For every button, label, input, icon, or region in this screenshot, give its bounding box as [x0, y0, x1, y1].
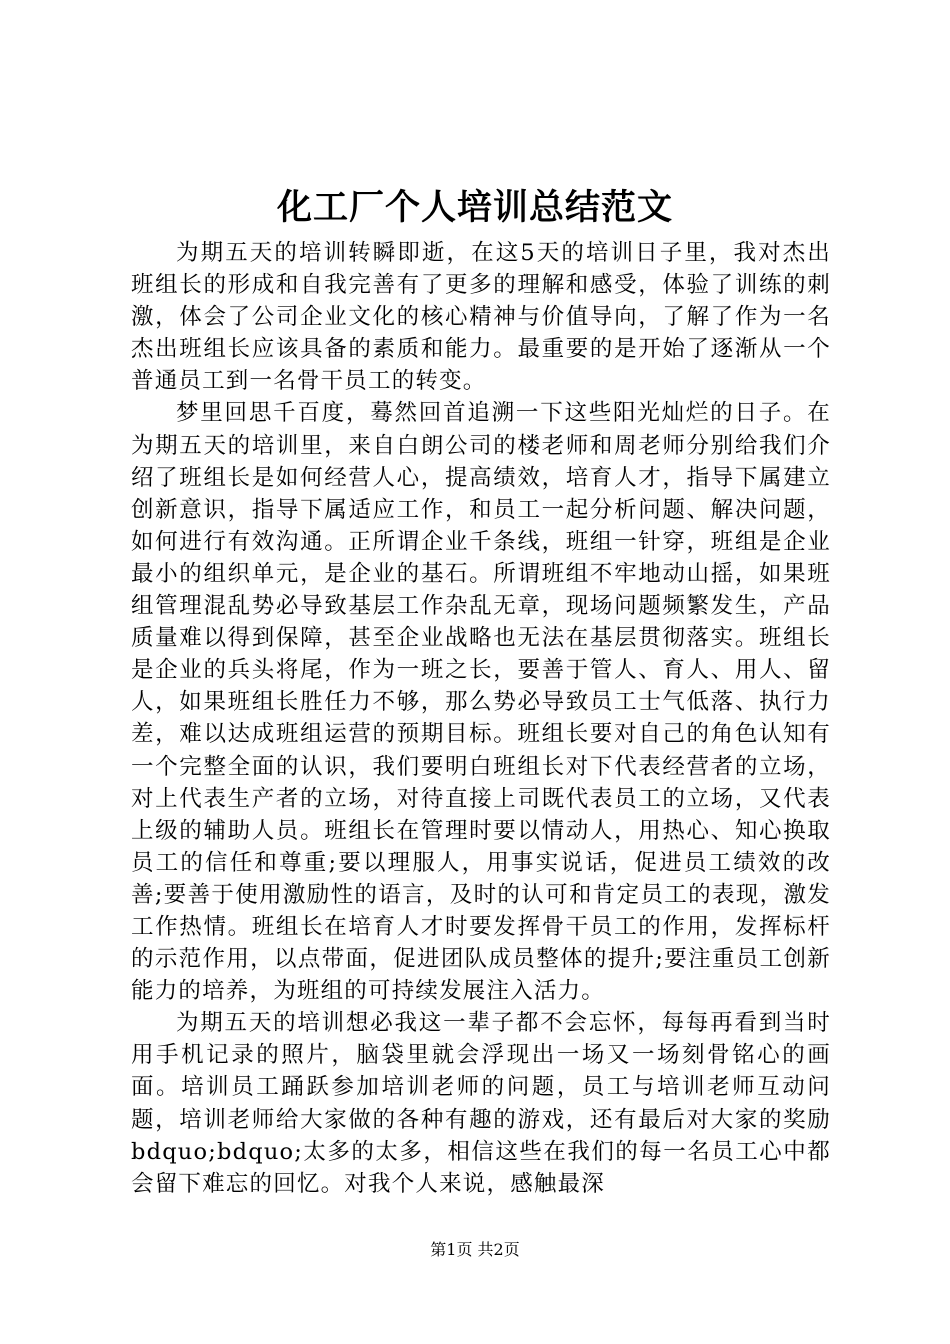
page-number-footer: 第1页 共2页: [430, 1240, 520, 1259]
paragraph-2: 梦里回思千百度，蓦然回首追溯一下这些阳光灿烂的日子。在为期五天的培训里，来自白朗公司的楼老师和周老师分别给我们介绍了班组长是如何经营人心，提高绩效，培育人才，指导下属建立创新意识，指导下属适应工作，和员工一起分析问题、解决问题，如何进行有效沟通。正所谓企业千条线，班组一针穿，班组是企业最小的组织单元，是企业的基石。所谓班组不牢地动山摇，如果班组管理混乱势必导致基层工作杂乱无章，现场问题频繁发生，产品质量难以得到保障，甚至企业战略也无法在基层贯彻落实。班组长是企业的兵头将尾，作为一班之长，要善于管人、育人、用人、留人，如果班组长胜任力不够，那么势必导致员工士气低落、执行力差，难以达成班组运营的预期目标。班组长要对自己的角色认知有一个完整全面的认识，我们要明白班组长对下代表经营者的立场，对上代表生产者的立场，对待直接上司既代表员工的立场，又代表上级的辅助人员。班组长在管理时要以情动人，用热心、知心换取员工的信任和尊重;要以理服人，用事实说话，促进员工绩效的改善;要善于使用激励性的语言，及时的认可和肯定员工的表现，激发工作热情。班组长在培育人才时要发挥骨干员工的作用，发挥标杆的示范作用，以点带面，促进团队成员整体的提升;要注重员工创新能力的培养，为班组的可持续发展注入活力。: [131, 400, 831, 1005]
document-body: [131, 237, 831, 1200]
document-title: 化工厂个人培训总结范文: [276, 188, 673, 228]
paragraph-1: 为期五天的培训转瞬即逝，在这5天的培训日子里，我对杰出班组长的形成和自我完善有了更多的理解和感受，体验了训练的刺激，体会了公司企业文化的核心精神与价值导向，了解了作为一名杰出班组长应该具备的素质和能力。最重要的是开始了逐渐从一个普通员工到一名骨干员工的转变。: [131, 240, 831, 395]
paragraph-3: 为期五天的培训想必我这一辈子都不会忘怀，每每再看到当时用手机记录的照片，脑袋里就会浮现出一场又一场刻骨铭心的画面。培训员工踊跃参加培训老师的问题，员工与培训老师互动问题，培训老师给大家做的各种有趣的游戏，还有最后对大家的奖励bdquo;bdquo;太多的太多，相信这些在我们的每一名员工心中都会留下难忘的回忆。对我个人来说，感触最深: [131, 1010, 831, 1197]
